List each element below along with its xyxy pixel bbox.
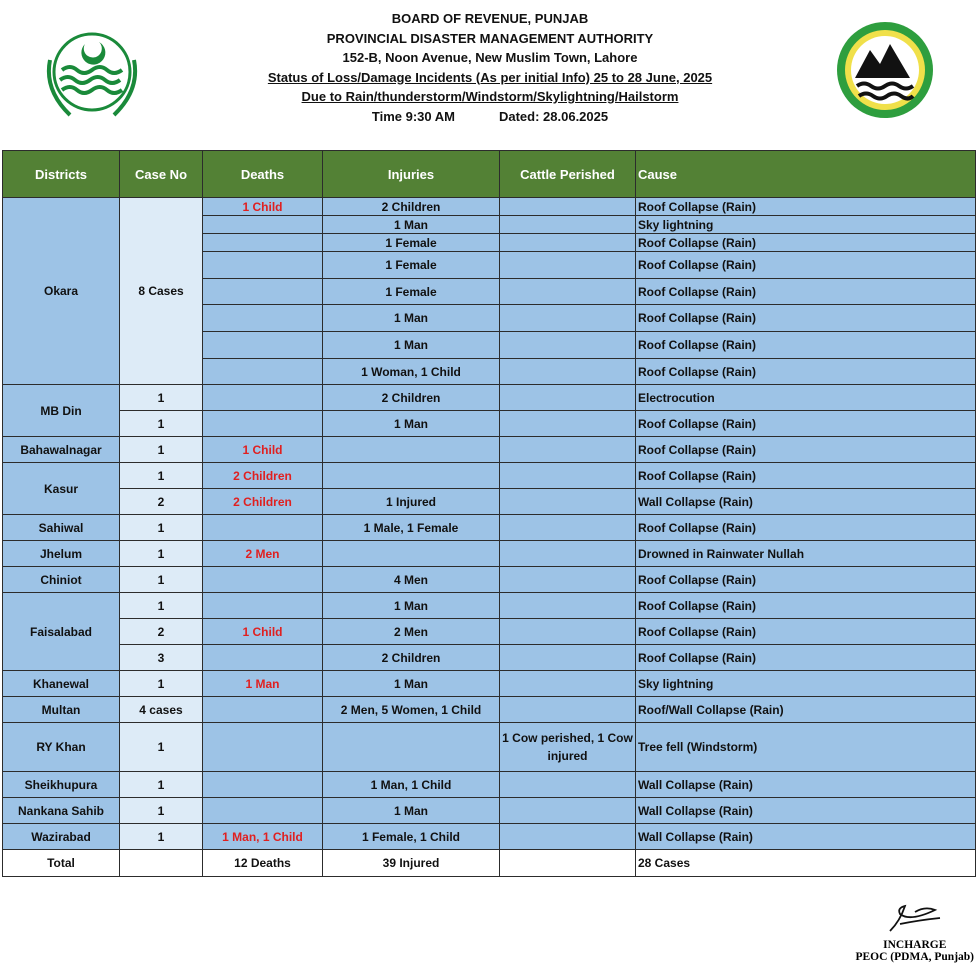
header-line-2: PROVINCIAL DISASTER MANAGEMENT AUTHORITY	[326, 30, 654, 46]
deaths-cell: 2 Children	[203, 489, 323, 515]
district-cell: Sahiwal	[3, 515, 120, 541]
table-row	[3, 385, 976, 411]
case-no-cell: 2	[120, 619, 203, 645]
deaths-cell	[203, 798, 323, 824]
deaths-cell: 1 Child	[203, 198, 323, 216]
cause-cell: Roof Collapse (Rain)	[636, 252, 976, 279]
cause-cell: Drowned in Rainwater Nullah	[636, 541, 976, 567]
injuries-cell: 1 Man	[323, 332, 500, 359]
case-no-cell: 4 cases	[120, 697, 203, 723]
deaths-cell	[203, 359, 323, 385]
cattle-cell	[500, 824, 636, 850]
injuries-cell	[323, 437, 500, 463]
injuries-cell	[323, 463, 500, 489]
total-deaths-cell: 12 Deaths	[203, 850, 323, 877]
punjab-emblem-logo	[30, 20, 155, 130]
deaths-cell: 1 Child	[203, 619, 323, 645]
signature-title: INCHARGE	[883, 939, 947, 951]
cause-cell: Roof Collapse (Rain)	[636, 332, 976, 359]
header-line-3: 152-B, Noon Avenue, New Muslim Town, Lahore	[342, 50, 638, 65]
report-time: Time 9:30 AM	[371, 108, 455, 124]
case-no-cell: 1	[120, 567, 203, 593]
deaths-cell	[203, 234, 323, 252]
header-line-4: Status of Loss/Damage Incidents (As per initial Info) 25 to 28 June, 2025	[267, 69, 713, 85]
injuries-cell: 1 Injured	[323, 489, 500, 515]
cause-cell: Roof Collapse (Rain)	[636, 198, 976, 216]
injuries-cell: 1 Man, 1 Child	[323, 772, 500, 798]
cause-cell: Roof Collapse (Rain)	[636, 463, 976, 489]
cattle-cell	[500, 216, 636, 234]
injuries-cell	[323, 541, 500, 567]
cattle-cell	[500, 279, 636, 305]
cause-cell: Roof Collapse (Rain)	[636, 567, 976, 593]
signature-block	[855, 896, 974, 963]
cattle-cell	[500, 541, 636, 567]
injuries-cell: 1 Male, 1 Female	[323, 515, 500, 541]
table-header-row	[3, 151, 976, 198]
cause-cell: Sky lightning	[636, 216, 976, 234]
signature-mark	[880, 896, 950, 936]
deaths-cell: 2 Children	[203, 463, 323, 489]
injuries-cell: 1 Man	[323, 411, 500, 437]
district-cell: Nankana Sahib	[3, 798, 120, 824]
cause-cell: Roof Collapse (Rain)	[636, 645, 976, 671]
deaths-cell	[203, 216, 323, 234]
district-cell: Khanewal	[3, 671, 120, 697]
cause-cell: Roof Collapse (Rain)	[636, 234, 976, 252]
column-header: Cattle Perished	[500, 151, 636, 198]
cattle-cell	[500, 437, 636, 463]
injuries-cell: 1 Man	[323, 798, 500, 824]
district-cell: Wazirabad	[3, 824, 120, 850]
case-no-cell: 1	[120, 671, 203, 697]
table-row	[3, 437, 976, 463]
injuries-cell: 4 Men	[323, 567, 500, 593]
header-line-1: BOARD OF REVENUE, PUNJAB	[391, 11, 589, 26]
case-no-cell: 2	[120, 489, 203, 515]
case-no-cell: 1	[120, 772, 203, 798]
case-no-cell: 1	[120, 723, 203, 772]
deaths-cell	[203, 385, 323, 411]
cattle-cell	[500, 515, 636, 541]
cattle-cell	[500, 305, 636, 332]
deaths-cell	[203, 515, 323, 541]
injuries-cell: 2 Children	[323, 645, 500, 671]
injuries-cell: 1 Female	[323, 252, 500, 279]
cause-cell: Sky lightning	[636, 671, 976, 697]
deaths-cell: 1 Man	[203, 671, 323, 697]
table-row	[3, 645, 976, 671]
table-row	[3, 671, 976, 697]
district-cell: Bahawalnagar	[3, 437, 120, 463]
case-no-cell: 1	[120, 541, 203, 567]
cattle-cell	[500, 252, 636, 279]
cattle-cell	[500, 697, 636, 723]
total-label-cell: Total	[3, 850, 120, 877]
injuries-cell: 1 Female	[323, 279, 500, 305]
cause-cell: Electrocution	[636, 385, 976, 411]
table-row	[3, 489, 976, 515]
case-no-cell: 3	[120, 645, 203, 671]
cause-cell: Roof/Wall Collapse (Rain)	[636, 697, 976, 723]
case-no-cell: 1	[120, 411, 203, 437]
cattle-cell: 1 Cow perished, 1 Cow injured	[500, 723, 636, 772]
cause-cell: Wall Collapse (Rain)	[636, 798, 976, 824]
cause-cell: Roof Collapse (Rain)	[636, 515, 976, 541]
cattle-cell	[500, 198, 636, 216]
cause-cell: Roof Collapse (Rain)	[636, 619, 976, 645]
table-row	[3, 619, 976, 645]
cattle-cell	[500, 332, 636, 359]
column-header: Cause	[636, 151, 976, 198]
injuries-cell: 2 Children	[323, 198, 500, 216]
table-row	[3, 824, 976, 850]
header-line-5: Due to Rain/thunderstorm/Windstorm/Skylightning/Hailstorm	[301, 89, 679, 104]
cause-cell: Roof Collapse (Rain)	[636, 437, 976, 463]
total-injuries-cell: 39 Injured	[323, 850, 500, 877]
table-row	[3, 463, 976, 489]
table-row	[3, 541, 976, 567]
total-cause-cell: 28 Cases	[636, 850, 976, 877]
cause-cell: Tree fell (Windstorm)	[636, 723, 976, 772]
cause-cell: Wall Collapse (Rain)	[636, 824, 976, 850]
case-no-cell: 1	[120, 824, 203, 850]
injuries-cell: 1 Man	[323, 305, 500, 332]
district-cell: Okara	[3, 198, 120, 385]
injuries-cell: 1 Man	[323, 216, 500, 234]
injuries-cell: 1 Woman, 1 Child	[323, 359, 500, 385]
cattle-cell	[500, 463, 636, 489]
deaths-cell	[203, 697, 323, 723]
injuries-cell: 1 Man	[323, 593, 500, 619]
cattle-cell	[500, 567, 636, 593]
total-cattle-cell	[500, 850, 636, 877]
cause-cell: Wall Collapse (Rain)	[636, 772, 976, 798]
deaths-cell	[203, 305, 323, 332]
cattle-cell	[500, 772, 636, 798]
cause-cell: Roof Collapse (Rain)	[636, 593, 976, 619]
injuries-cell: 1 Female, 1 Child	[323, 824, 500, 850]
report-date: Dated: 28.06.2025	[498, 108, 609, 124]
deaths-cell	[203, 332, 323, 359]
deaths-cell: 1 Man, 1 Child	[203, 824, 323, 850]
deaths-cell	[203, 593, 323, 619]
case-no-cell: 1	[120, 593, 203, 619]
column-header: Districts	[3, 151, 120, 198]
deaths-cell: 2 Men	[203, 541, 323, 567]
injuries-cell: 2 Children	[323, 385, 500, 411]
injuries-cell: 2 Men	[323, 619, 500, 645]
deaths-cell	[203, 723, 323, 772]
cattle-cell	[500, 593, 636, 619]
case-no-cell: 8 Cases	[120, 198, 203, 385]
table-row	[3, 515, 976, 541]
cause-cell: Roof Collapse (Rain)	[636, 305, 976, 332]
district-cell: Multan	[3, 697, 120, 723]
deaths-cell	[203, 772, 323, 798]
case-no-cell: 1	[120, 437, 203, 463]
district-cell: Jhelum	[3, 541, 120, 567]
case-no-cell: 1	[120, 515, 203, 541]
cattle-cell	[500, 798, 636, 824]
signature-office: PEOC (PDMA, Punjab)	[855, 951, 974, 963]
deaths-cell	[203, 279, 323, 305]
cattle-cell	[500, 645, 636, 671]
table-row	[3, 772, 976, 798]
pdma-logo	[835, 18, 935, 123]
injuries-cell	[323, 723, 500, 772]
district-cell: Chiniot	[3, 567, 120, 593]
table-row	[3, 593, 976, 619]
district-cell: MB Din	[3, 385, 120, 437]
cause-cell: Roof Collapse (Rain)	[636, 411, 976, 437]
table-row	[3, 723, 976, 772]
column-header: Deaths	[203, 151, 323, 198]
cattle-cell	[500, 671, 636, 697]
cause-cell: Wall Collapse (Rain)	[636, 489, 976, 515]
deaths-cell	[203, 645, 323, 671]
district-cell: Faisalabad	[3, 593, 120, 671]
deaths-cell	[203, 567, 323, 593]
table-row	[3, 198, 976, 216]
deaths-cell: 1 Child	[203, 437, 323, 463]
injuries-cell: 1 Female	[323, 234, 500, 252]
deaths-cell	[203, 411, 323, 437]
injuries-cell: 2 Men, 5 Women, 1 Child	[323, 697, 500, 723]
cattle-cell	[500, 489, 636, 515]
case-no-cell: 1	[120, 463, 203, 489]
table-row	[3, 697, 976, 723]
table-row	[3, 798, 976, 824]
cattle-cell	[500, 385, 636, 411]
cattle-cell	[500, 359, 636, 385]
cattle-cell	[500, 411, 636, 437]
column-header: Case No	[120, 151, 203, 198]
injuries-cell: 1 Man	[323, 671, 500, 697]
total-row	[3, 850, 976, 877]
table-row	[3, 567, 976, 593]
cattle-cell	[500, 234, 636, 252]
cause-cell: Roof Collapse (Rain)	[636, 359, 976, 385]
total-case-no-cell	[120, 850, 203, 877]
deaths-cell	[203, 252, 323, 279]
column-header: Injuries	[323, 151, 500, 198]
district-cell: Kasur	[3, 463, 120, 515]
case-no-cell: 1	[120, 798, 203, 824]
cattle-cell	[500, 619, 636, 645]
table-row	[3, 411, 976, 437]
cause-cell: Roof Collapse (Rain)	[636, 279, 976, 305]
incidents-table	[2, 150, 976, 877]
district-cell: RY Khan	[3, 723, 120, 772]
district-cell: Sheikhupura	[3, 772, 120, 798]
case-no-cell: 1	[120, 385, 203, 411]
